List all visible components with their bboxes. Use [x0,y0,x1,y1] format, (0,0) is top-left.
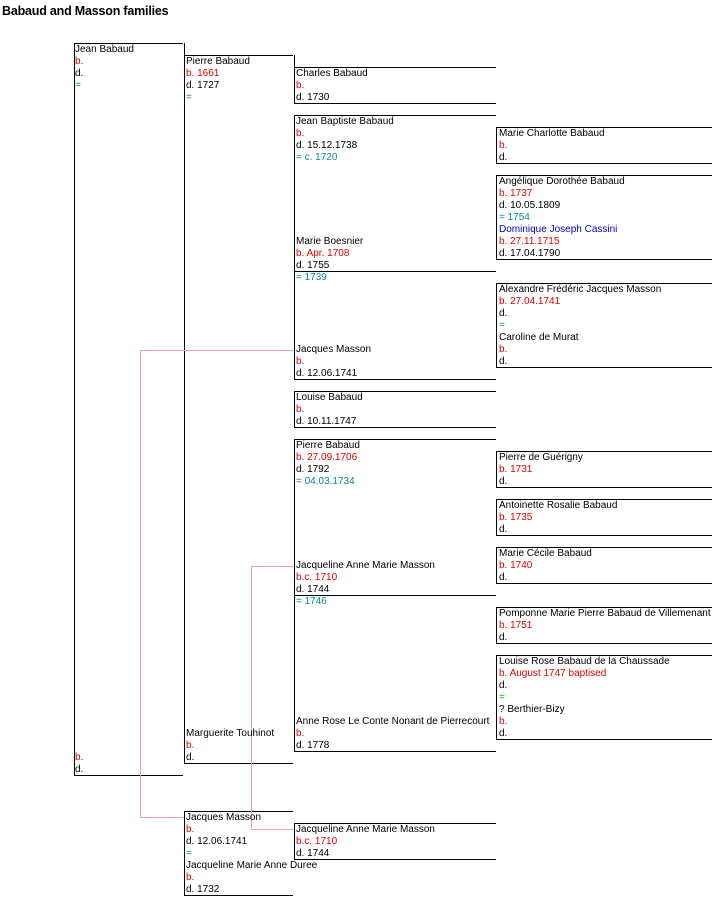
death-text: d. 1727 [186,80,220,91]
death-text: d. [499,680,508,691]
death-text: d. 15.12.1738 [296,140,358,151]
birth-text: b. 1737 [499,188,533,199]
birth-text: b. [75,752,84,763]
person-name: Pierre Babaud [186,56,250,67]
page-title: Babaud and Masson families [2,4,169,18]
person-name: Antoinette Rosalie Babaud [499,500,618,511]
spouse-name: Jacqueline Marie Anne Duree [186,860,318,871]
person-name: Marguerite Touhinot [186,728,275,739]
marriage-text: = 1739 [296,272,327,283]
person-name: Marie Boesnier [296,236,364,247]
person-name: Louise Babaud [296,392,363,403]
crossref-link-line [140,350,294,351]
death-text: d. 10.05.1809 [499,200,561,211]
death-text: d. 17.04.1790 [499,248,561,259]
birth-text: b. [296,80,305,91]
box-side-line [496,451,497,487]
person-name: Jacques Masson [296,344,372,355]
death-text: d. [75,68,84,79]
spouse-name: Dominique Joseph Cassini [499,224,618,235]
death-text: d. [499,356,508,367]
box-bottom-line [496,739,712,740]
box-bottom-line [496,487,712,488]
box-bottom-line [184,763,293,764]
death-text: d. [499,632,508,643]
birth-text: b. [75,56,84,67]
box-bottom-line [496,535,712,536]
death-text: d. 1778 [296,740,330,751]
birth-text: b. 27.11.1715 [499,236,560,247]
person-name: Marie Cécile Babaud [499,548,592,559]
box-side-line [74,43,75,775]
box-side-line [294,439,295,595]
box-bottom-line [496,163,712,164]
marriage-text: = c. 1720 [296,152,338,163]
box-side-line [184,811,185,895]
death-text: d. 1730 [296,92,330,103]
box-bottom-line [496,643,712,644]
marriage-text: = 1754 [499,212,530,223]
birth-text: b. [186,872,195,883]
death-text: d. [499,308,508,319]
birth-text: b. 1751 [499,620,533,631]
box-side-line [294,55,295,103]
box-side-line [496,547,497,583]
death-text: d. 10.11.1747 [296,416,357,427]
person-name: Jean Babaud [75,44,134,55]
death-text: d. 1732 [186,884,220,895]
crossref-link-line [140,350,141,817]
marriage-text: = 1746 [296,596,327,607]
person-name: Pomponne Marie Pierre Babaud de Villemenant [499,608,711,619]
box-bottom-line [496,583,712,584]
person-name: Charles Babaud [296,68,368,79]
birth-text: b. August 1747 baptised [499,668,607,679]
box-side-line [294,391,295,427]
birth-text: b. Apr. 1708 [296,248,350,259]
birth-text: b. 1740 [499,560,533,571]
person-name: Angélique Dorothée Babaud [499,176,625,187]
birth-text: b. 1661 [186,68,220,79]
birth-text: b. [296,128,305,139]
birth-text: b. [296,356,305,367]
box-side-line [496,127,497,163]
box-side-line [184,43,185,763]
person-name: Pierre de Guérigny [499,452,583,463]
crossref-link-line [140,817,184,818]
marriage-text: = [186,848,192,859]
death-text: d. [499,728,508,739]
death-text: d. 1744 [296,848,330,859]
birth-text: b. [296,404,305,415]
spouse-name: ? Berthier-Bizy [499,704,565,715]
person-name: Anne Rose Le Conte Nonant de Pierrecourt [296,716,490,727]
marriage-text: = 04.03.1734 [296,476,355,487]
death-text: d. 1792 [296,464,330,475]
person-name: Jean Baptiste Babaud [296,116,394,127]
birth-text: b. 27.04.1741 [499,296,561,307]
person-name: Marie Charlotte Babaud [499,128,605,139]
birth-text: b. 27.09.1706 [296,452,358,463]
box-side-line [496,607,497,643]
death-text: d. [499,476,508,487]
death-text: d. [499,524,508,535]
birth-text: b.c. 1710 [296,836,338,847]
box-side-line [496,283,497,367]
birth-text: b. 1735 [499,512,533,523]
marriage-text: = [186,92,192,103]
crossref-link-line [251,829,294,830]
death-text: d. [499,152,508,163]
person-name: Jacques Masson [186,812,262,823]
box-side-line [496,499,497,535]
box-side-line [294,595,295,751]
birth-text: b. [186,740,195,751]
person-name: Louise Rose Babaud de la Chaussade [499,656,670,667]
death-text: d. 1755 [296,260,330,271]
death-text: d. 1744 [296,584,330,595]
box-side-line [294,823,295,859]
box-bottom-line [74,775,183,776]
death-text: d. 12.06.1741 [296,368,358,379]
crossref-link-line [251,566,252,829]
crossref-link-line [251,566,294,567]
birth-text: b. [499,344,508,355]
box-bottom-line [496,367,712,368]
box-side-line [294,271,295,379]
marriage-text: = [499,320,505,331]
marriage-text: = [75,80,81,91]
box-side-line [496,655,497,739]
box-side-line [294,115,295,271]
birth-text: b. [296,728,305,739]
death-text: d. 12.06.1741 [186,836,248,847]
death-text: d. [499,572,508,583]
spouse-name: Caroline de Murat [499,332,579,343]
birth-text: b.c. 1710 [296,572,338,583]
box-side-line [496,175,497,259]
person-name: Jacqueline Anne Marie Masson [296,824,435,835]
person-name: Alexandre Frédéric Jacques Masson [499,284,662,295]
marriage-text: = [499,692,505,703]
birth-text: b. [499,140,508,151]
death-text: d. [186,752,195,763]
death-text: d. [75,764,84,775]
person-name: Jacqueline Anne Marie Masson [296,560,435,571]
birth-text: b. [186,824,195,835]
birth-text: b. 1731 [499,464,533,475]
birth-text: b. [499,716,508,727]
person-name: Pierre Babaud [296,440,360,451]
